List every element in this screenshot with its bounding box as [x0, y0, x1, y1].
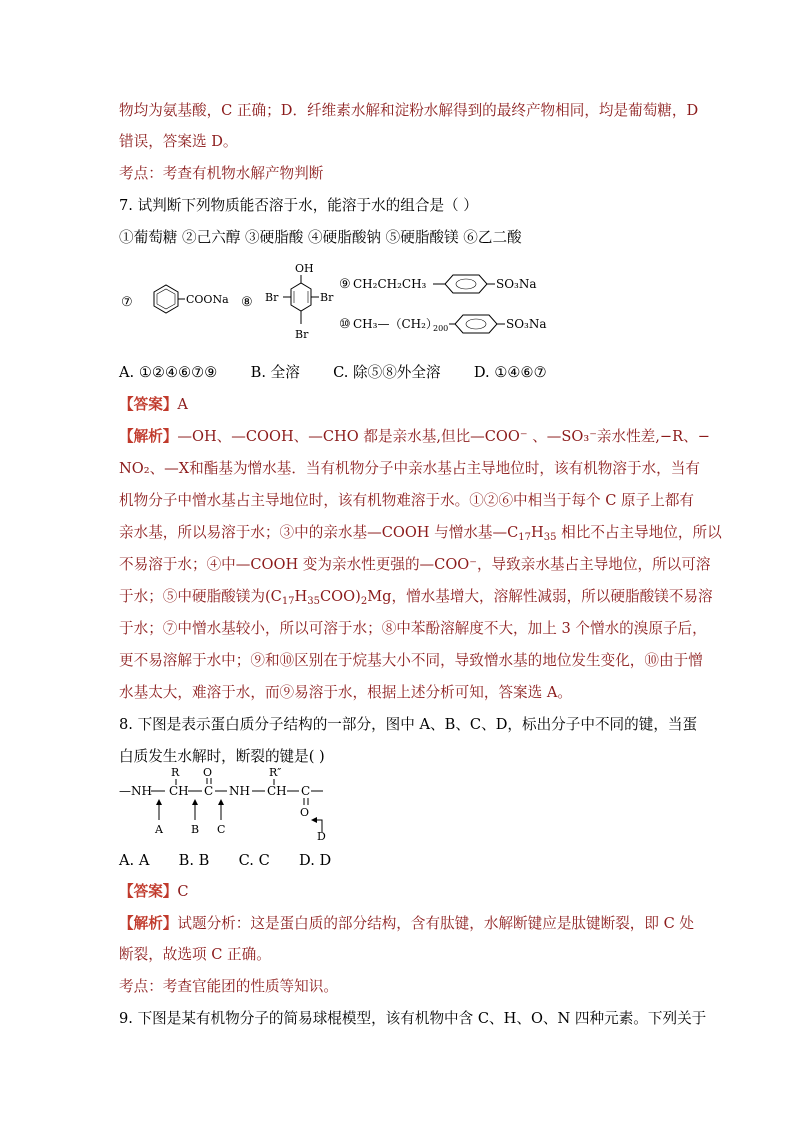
q7-explanation-line: [119, 523, 722, 548]
nh-1: —NH: [119, 784, 152, 798]
nh-2: NH: [229, 784, 250, 798]
text-run: 亲水基，所以易溶于水；③中的亲水基—COOH 与憎水基—C: [119, 524, 519, 541]
question-7: 7. 试判断下列物质能否溶于水，能溶于水的组合是（ ）: [119, 197, 478, 214]
q7-structures: [119, 258, 579, 354]
ch-2: CH: [267, 784, 287, 798]
c-2: C: [301, 784, 311, 798]
br-left: Br: [265, 291, 279, 304]
label-d: D: [317, 830, 326, 841]
label-c: C: [217, 823, 226, 836]
answer-value: A: [177, 396, 188, 413]
o-2: O: [300, 806, 310, 819]
label-9: ⑨: [339, 277, 351, 292]
subscript: 2: [360, 596, 368, 607]
option-d: D. D: [299, 852, 332, 869]
text-run: 于水；⑤中硬脂酸镁为(C: [119, 588, 282, 605]
text-run: H: [531, 524, 544, 541]
o-1: O: [203, 766, 213, 779]
q8-explanation-line: [119, 914, 694, 934]
q7-explanation-line: 不易溶于水；④中—COOH 变为亲水性更强的—COO⁻，导致亲水基占主导地位，所以可溶: [119, 556, 711, 573]
subscript: 35: [307, 596, 321, 607]
coona-group: COONa: [186, 293, 229, 306]
br-right: Br: [320, 291, 334, 304]
label-a: A: [155, 823, 163, 836]
text-run: COO): [320, 588, 361, 605]
text-line: 考点：考查有机物水解产物判断: [119, 165, 324, 182]
answer-value: C: [177, 883, 189, 900]
q7-options: [119, 363, 547, 383]
question-9: 9. 下图是某有机物分子的简易球棍模型，该有机物中含 C、H、O、N 四种元素。下列关于: [119, 1010, 707, 1027]
text-line: 物均为氨基酸，C 正确；D．纤维素水解和淀粉水解得到的最终产物相同，均是葡萄糖，D: [119, 102, 699, 119]
answer-label: 【答案】: [119, 396, 178, 413]
q7-explanation-line: 水基太大，难溶于水，而⑨易溶于水，根据上述分析可知，答案选 A。: [119, 684, 572, 701]
option-c: C. C: [238, 852, 270, 869]
so3na-9: SO₃Na: [496, 277, 537, 291]
propyl-group: CH₂CH₂CH₃: [353, 277, 427, 291]
text-line: 错误，答案选 D。: [119, 133, 238, 150]
label-8: ⑧: [241, 295, 253, 310]
subscript: 17: [518, 532, 532, 543]
text-run: H: [294, 588, 308, 605]
option-a: A. A: [119, 852, 150, 869]
label-7: ⑦: [121, 295, 133, 310]
explanation-text: 试题分析：这是蛋白质的部分结构，含有肽键，水解断键应是肽键断裂，即 C 处: [177, 915, 695, 932]
q8-explanation-line: 断裂，故选项 C 正确。: [119, 946, 271, 963]
option-b: B. 全溶: [250, 364, 300, 381]
q7-explanation-line: 机物分子中憎水基占主导地位时，该有机物难溶于水。①②⑥中相当于每个 C 原子上都有: [119, 492, 695, 509]
question-7-items: ①葡萄糖 ②己六醇 ③硬脂酸 ④硬脂酸钠 ⑤硬脂酸镁 ⑥乙二酸: [119, 229, 522, 246]
text-run: 相比不占主导地位，所以: [556, 524, 722, 541]
option-c: C. 除⑤⑧外全溶: [333, 364, 441, 381]
subscript: 17: [281, 596, 295, 607]
text-run: Mg，憎水基增大，溶解性减弱，所以硬脂酸镁不易溶: [367, 588, 713, 605]
ch-1: CH: [169, 784, 189, 798]
explanation-label: 【解析】: [119, 915, 178, 932]
option-d: D. ①④⑥⑦: [473, 364, 547, 381]
answer-label: 【答案】: [119, 883, 178, 900]
question-8: 8. 下图是表示蛋白质分子结构的一部分，图中 A、B、C、D，标出分子中不同的键，当蛋: [119, 716, 698, 733]
explanation-text: —OH、—COOH、—CHO 都是亲水基,但比—COO⁻ 、—SO₃⁻亲水性差,−R、−: [177, 428, 710, 445]
oh-group: OH: [295, 262, 314, 275]
option-a: A. ①②④⑥⑦⑨: [119, 364, 218, 381]
explanation-label: 【解析】: [119, 428, 178, 445]
question-8-cont: 白质发生水解时，断裂的键是( ): [119, 748, 325, 765]
c-1: C: [204, 784, 214, 798]
so3na-10: SO₃Na: [506, 317, 547, 331]
q7-explanation-line: 更不易溶解于水中；⑨和⑩区别在于烷基大小不同，导致憎水基的地位发生变化，⑩由于憎: [119, 652, 703, 669]
q8-options: [119, 851, 331, 871]
q8-kaodian: 考点：考查官能团的性质等知识。: [119, 978, 338, 995]
label-b: B: [191, 823, 200, 836]
q7-answer: [119, 395, 188, 415]
br-bottom: Br: [295, 328, 309, 341]
r-double-prime: R″: [269, 766, 282, 779]
q8-answer: [119, 882, 189, 902]
q7-explanation-line: [119, 587, 713, 612]
subscript: 35: [543, 532, 557, 543]
peptide-structure: [119, 765, 339, 841]
option-b: B. B: [178, 852, 210, 869]
chain-length: 200: [433, 324, 449, 333]
q7-explanation-line: 于水；⑦中憎水基较小，所以可溶于水；⑧中苯酚溶解度不大，加上 3 个憎水的溴原子后，: [119, 620, 707, 637]
q7-explanation-line: NO₂、—X和酯基为憎水基．当有机物分子中亲水基占主导地位时，该有机物溶于水，当有: [119, 460, 700, 477]
r-group: R: [171, 766, 180, 779]
long-chain: CH₃—（CH₂）: [353, 317, 438, 331]
label-10: ⑩: [339, 317, 351, 332]
q7-explanation-line: [119, 427, 710, 447]
